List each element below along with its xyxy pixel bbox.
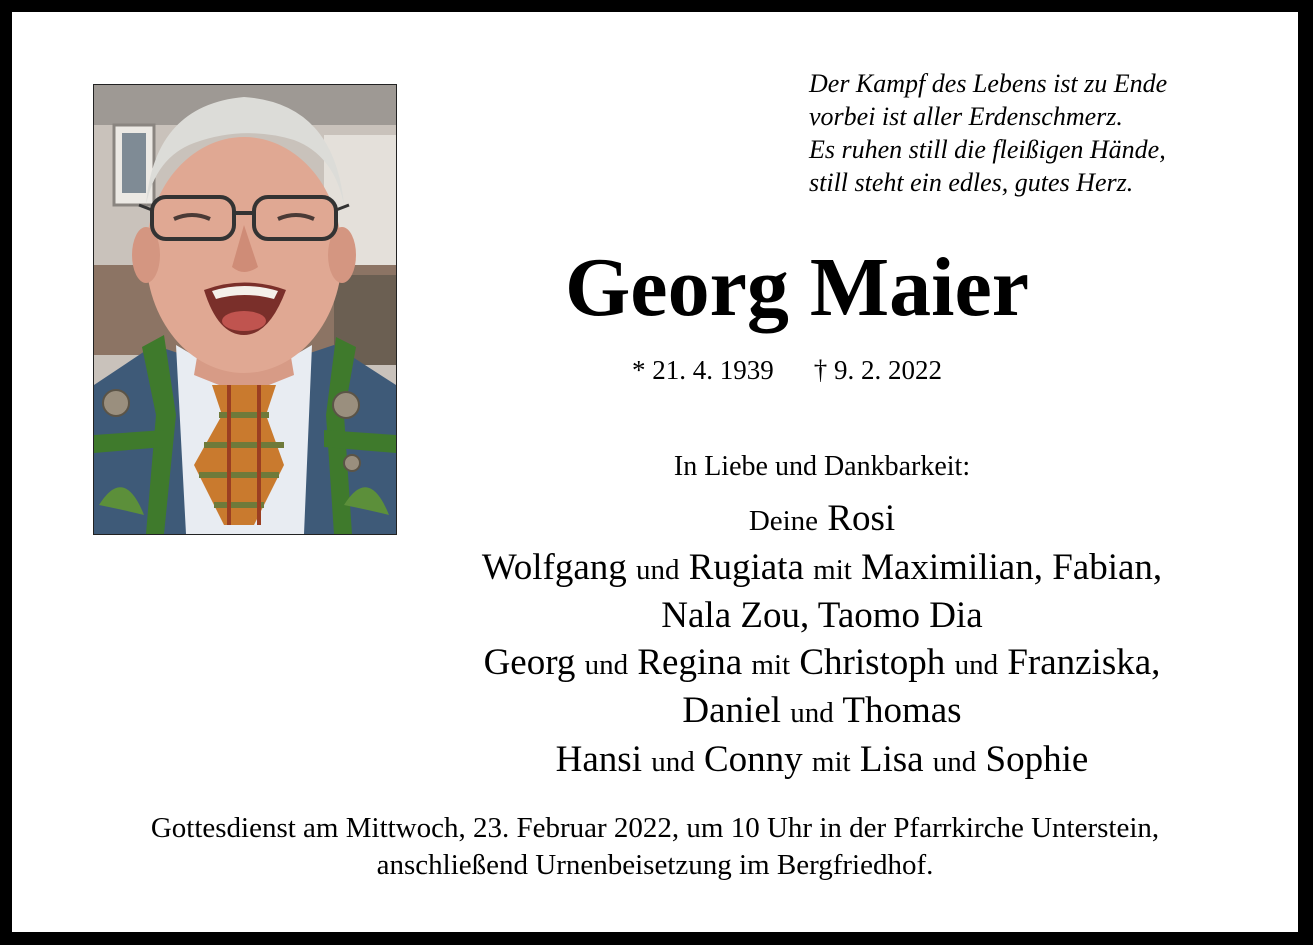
mourner-line: Nala Zou, Taomo Dia (661, 595, 983, 636)
birth-date: * 21. 4. 1939 (632, 355, 774, 385)
poem-line: Es ruhen still die fleißigen Hände, (809, 135, 1166, 164)
mourner-line: Daniel und Thomas (682, 690, 962, 731)
portrait-photo (93, 84, 397, 535)
life-dates (612, 354, 962, 386)
mourner-line: Georg und Regina mit Christoph und Franziska, (483, 641, 1161, 683)
mourners-list (412, 496, 1232, 785)
service-line: Gottesdienst am Mittwoch, 23. Februar 2022, um 10 Uhr in der Pfarrkirche Unterstein, (150, 812, 1160, 844)
thanks-heading: In Liebe und Dankbarkeit: (673, 451, 971, 482)
obituary-card (12, 12, 1298, 932)
poem-line: vorbei ist aller Erdenschmerz. (809, 102, 1123, 131)
deceased-name: Georg Maier (564, 241, 1030, 334)
service-line: anschließend Urnenbeisetzung im Bergfriedhof. (376, 849, 934, 881)
mourner-line: Wolfgang und Rugiata mit Maximilian, Fabian, (481, 546, 1163, 588)
poem-line: still steht ein edles, gutes Herz. (809, 168, 1134, 197)
service-info (12, 810, 1298, 884)
death-date: † 9. 2. 2022 (813, 355, 942, 385)
poem-line: Der Kampf des Lebens ist zu Ende (809, 69, 1168, 98)
mourner-line: Deine Rosi (748, 498, 896, 539)
memorial-poem (809, 67, 1167, 199)
mourner-line: Hansi und Conny mit Lisa und Sophie (555, 738, 1089, 780)
portrait-image (94, 85, 396, 534)
